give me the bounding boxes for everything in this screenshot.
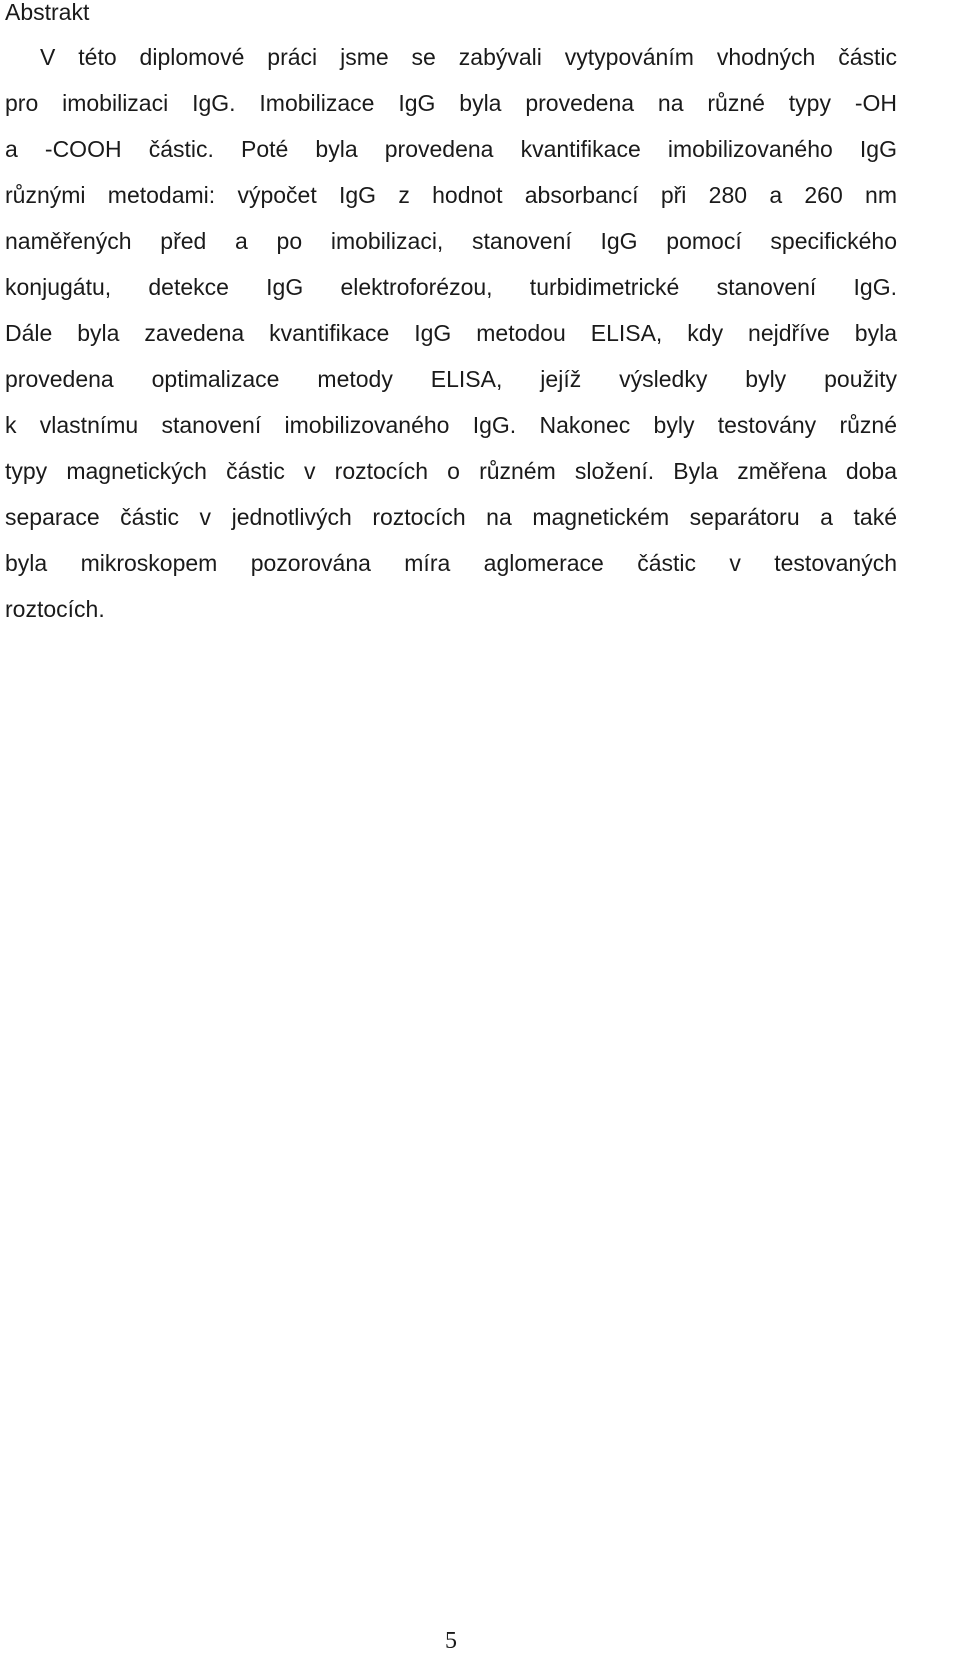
paragraph-line: Dále byla zavedena kvantifikace IgG metodou ELISA, kdy nejdříve byla xyxy=(5,320,897,346)
section-heading: Abstrakt xyxy=(5,0,90,25)
paragraph-line: separace částic v jednotlivých roztocích na magnetickém separátoru a také xyxy=(5,504,897,530)
abstract-paragraph xyxy=(5,42,897,640)
paragraph-line: V této diplomové práci jsme se zabývali vytypováním vhodných částic xyxy=(40,44,897,70)
paragraph-line: a -COOH částic. Poté byla provedena kvantifikace imobilizovaného IgG xyxy=(5,136,897,162)
paragraph-line: různými metodami: výpočet IgG z hodnot absorbancí při 280 a 260 nm xyxy=(5,182,897,208)
page-number: 5 xyxy=(445,1628,457,1654)
paragraph-line: provedena optimalizace metody ELISA, jejíž výsledky byly použity xyxy=(5,366,897,392)
paragraph-line: roztocích. xyxy=(5,596,105,622)
paragraph-line: konjugátu, detekce IgG elektroforézou, turbidimetrické stanovení IgG. xyxy=(5,274,897,300)
paragraph-line: byla mikroskopem pozorována míra aglomerace částic v testovaných xyxy=(5,550,897,576)
paragraph-line: typy magnetických částic v roztocích o různém složení. Byla změřena doba xyxy=(5,458,897,484)
paragraph-line: pro imobilizaci IgG. Imobilizace IgG byla provedena na různé typy -OH xyxy=(5,90,897,116)
paragraph-line: naměřených před a po imobilizaci, stanovení IgG pomocí specifického xyxy=(5,228,897,254)
paragraph-line: k vlastnímu stanovení imobilizovaného IgG. Nakonec byly testovány různé xyxy=(5,412,897,438)
